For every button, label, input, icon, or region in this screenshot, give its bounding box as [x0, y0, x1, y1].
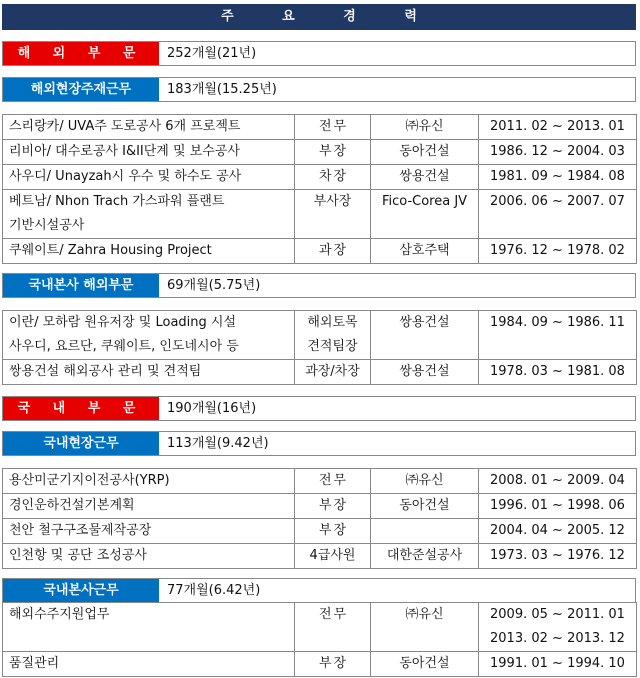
period-line: 1991. 01 ~ 1994. 10 [490, 656, 625, 671]
position-cell [295, 239, 371, 264]
position-line: 과장/차장 [305, 364, 360, 379]
table-row [3, 360, 637, 385]
period-cell [479, 469, 637, 494]
period-cell [479, 494, 637, 519]
period-line: 2008. 01 ~ 2009. 04 [490, 473, 625, 488]
position-line: 전 무 [319, 119, 346, 134]
period-cell [479, 603, 637, 652]
position-line: 부 장 [319, 523, 346, 538]
table-row [3, 469, 637, 494]
company-cell: ㈜유신 [371, 115, 479, 140]
table-row [3, 115, 637, 140]
period-cell [479, 190, 637, 239]
period-line: 2011. 02 ~ 2013. 01 [490, 119, 625, 134]
position-cell [295, 544, 371, 569]
period-line: 1986. 12 ~ 2004. 03 [490, 144, 625, 159]
position-line: 과 장 [319, 243, 346, 258]
project-line: 기반시설공사 [9, 218, 85, 233]
period-cell [479, 165, 637, 190]
position-line: 4급사원 [309, 548, 356, 563]
section-domestic-hq-label: 국내본사근무 [3, 579, 159, 602]
section-overseas-hq-value: 69개월(5.75년) [167, 278, 261, 293]
period-line: 1976. 12 ~ 1978. 02 [490, 243, 625, 258]
project-cell [3, 360, 295, 385]
project-line: 해외수주지원업무 [9, 607, 110, 622]
position-line: 차 장 [319, 169, 346, 184]
table-row [3, 311, 637, 360]
company-cell: 동아건설 [371, 494, 479, 519]
position-cell [295, 140, 371, 165]
period-line: 2004. 04 ~ 2005. 12 [490, 523, 625, 538]
project-line: 쌍용건설 해외공사 관리 및 견적팀 [9, 364, 202, 379]
company-cell: ㈜유신 [371, 469, 479, 494]
section-overseas-site-label: 해외현장주재근무 [3, 78, 159, 101]
position-cell [295, 165, 371, 190]
position-line: 전 무 [319, 473, 346, 488]
project-line: 리비아/ 대수로공사 I&II단계 및 보수공사 [9, 144, 240, 159]
period-line: 1978. 03 ~ 1981. 08 [490, 364, 625, 379]
section-overseas [2, 41, 636, 66]
section-domestic-hq-value: 77개월(6.42년) [167, 583, 261, 598]
section-domestic-site-value: 113개월(9.42년) [167, 436, 269, 451]
project-cell [3, 115, 295, 140]
period-cell [479, 115, 637, 140]
position-cell [295, 603, 371, 652]
project-cell [3, 494, 295, 519]
company-cell: 삼호주택 [371, 239, 479, 264]
position-cell [295, 494, 371, 519]
position-line: 부 장 [319, 498, 346, 513]
company-cell: 동아건설 [371, 652, 479, 677]
table-row [3, 519, 637, 544]
period-cell [479, 544, 637, 569]
table-overseas-hq [2, 310, 637, 385]
section-overseas-value: 252개월(21년) [167, 46, 257, 61]
position-line: 부사장 [313, 194, 352, 209]
project-line: 용산미군기지이전공사(YRP) [9, 473, 170, 488]
position-cell [295, 469, 371, 494]
project-cell [3, 603, 295, 652]
position-cell [295, 360, 371, 385]
company-cell: 쌍용건설 [371, 165, 479, 190]
section-domestic [2, 396, 636, 421]
table-row [3, 165, 637, 190]
project-cell [3, 140, 295, 165]
period-cell [479, 140, 637, 165]
position-line: 견적팀장 [307, 339, 358, 354]
period-line: 1973. 03 ~ 1976. 12 [490, 548, 625, 563]
table-row [3, 603, 637, 652]
table-row [3, 239, 637, 264]
position-cell [295, 311, 371, 360]
company-cell: Fico-Corea JV [371, 190, 479, 239]
project-cell [3, 544, 295, 569]
position-line: 전 무 [319, 607, 346, 622]
project-line: 사우디, 요르단, 쿠웨이트, 인도네시아 등 [9, 339, 239, 354]
company-cell: 동아건설 [371, 140, 479, 165]
table-domestic-site [2, 468, 637, 569]
section-overseas-hq [2, 273, 636, 298]
period-cell [479, 519, 637, 544]
project-cell [3, 652, 295, 677]
section-domestic-value: 190개월(16년) [167, 401, 257, 416]
position-line: 해외토목 [307, 315, 358, 330]
project-line: 쿠웨이트/ Zahra Housing Project [9, 243, 212, 258]
project-cell [3, 190, 295, 239]
table-domestic-hq [2, 602, 637, 677]
period-line: 1996. 01 ~ 1998. 06 [490, 498, 625, 513]
project-cell [3, 239, 295, 264]
position-cell [295, 115, 371, 140]
company-cell: 쌍용건설 [371, 360, 479, 385]
project-cell [3, 469, 295, 494]
section-domestic-label: 국 내 부 문 [3, 397, 159, 420]
section-domestic-site [2, 431, 636, 456]
position-cell [295, 190, 371, 239]
company-cell [371, 519, 479, 544]
section-overseas-hq-label: 국내본사 해외부문 [3, 274, 159, 297]
section-overseas-site [2, 77, 636, 102]
section-overseas-site-value: 183개월(15.25년) [167, 82, 277, 97]
period-line: 2006. 06 ~ 2007. 07 [490, 194, 625, 209]
position-cell [295, 652, 371, 677]
project-line: 사우디/ Unayzah시 우수 및 하수도 공사 [9, 169, 242, 184]
position-line: 부 장 [319, 144, 346, 159]
table-overseas-site [2, 114, 637, 264]
table-row [3, 140, 637, 165]
project-cell [3, 519, 295, 544]
period-line: 2013. 02 ~ 2013. 12 [490, 631, 625, 646]
project-line: 품질관리 [9, 656, 60, 671]
position-cell [295, 519, 371, 544]
table-row [3, 544, 637, 569]
company-cell: 대한준설공사 [371, 544, 479, 569]
period-line: 1984. 09 ~ 1986. 11 [490, 315, 625, 330]
position-line: 부 장 [319, 656, 346, 671]
company-cell: 쌍용건설 [371, 311, 479, 360]
project-line: 천안 철구구조물제작공장 [9, 523, 152, 538]
project-cell [3, 165, 295, 190]
table-row [3, 652, 637, 677]
section-domestic-site-label: 국내현장근무 [3, 432, 159, 455]
section-overseas-label: 해 외 부 문 [3, 42, 159, 65]
project-line: 스리랑카/ UVA주 도로공사 6개 프로젝트 [9, 119, 241, 134]
period-cell [479, 652, 637, 677]
period-line: 2009. 05 ~ 2011. 01 [490, 607, 625, 622]
table-row [3, 190, 637, 239]
period-cell [479, 360, 637, 385]
section-domestic-hq [2, 578, 636, 603]
company-cell: ㈜유신 [371, 603, 479, 652]
page-title: 주 요 경 력 [2, 4, 636, 30]
project-cell [3, 311, 295, 360]
period-line: 1981. 09 ~ 1984. 08 [490, 169, 625, 184]
period-cell [479, 311, 637, 360]
table-row [3, 494, 637, 519]
project-line: 인천항 및 공단 조성공사 [9, 548, 147, 563]
project-line: 이란/ 모하람 원유저장 및 Loading 시설 [9, 315, 237, 330]
project-line: 베트남/ Nhon Trach 가스파워 플랜트 [9, 194, 225, 209]
period-cell [479, 239, 637, 264]
project-line: 경인운하건설기본계획 [9, 498, 135, 513]
